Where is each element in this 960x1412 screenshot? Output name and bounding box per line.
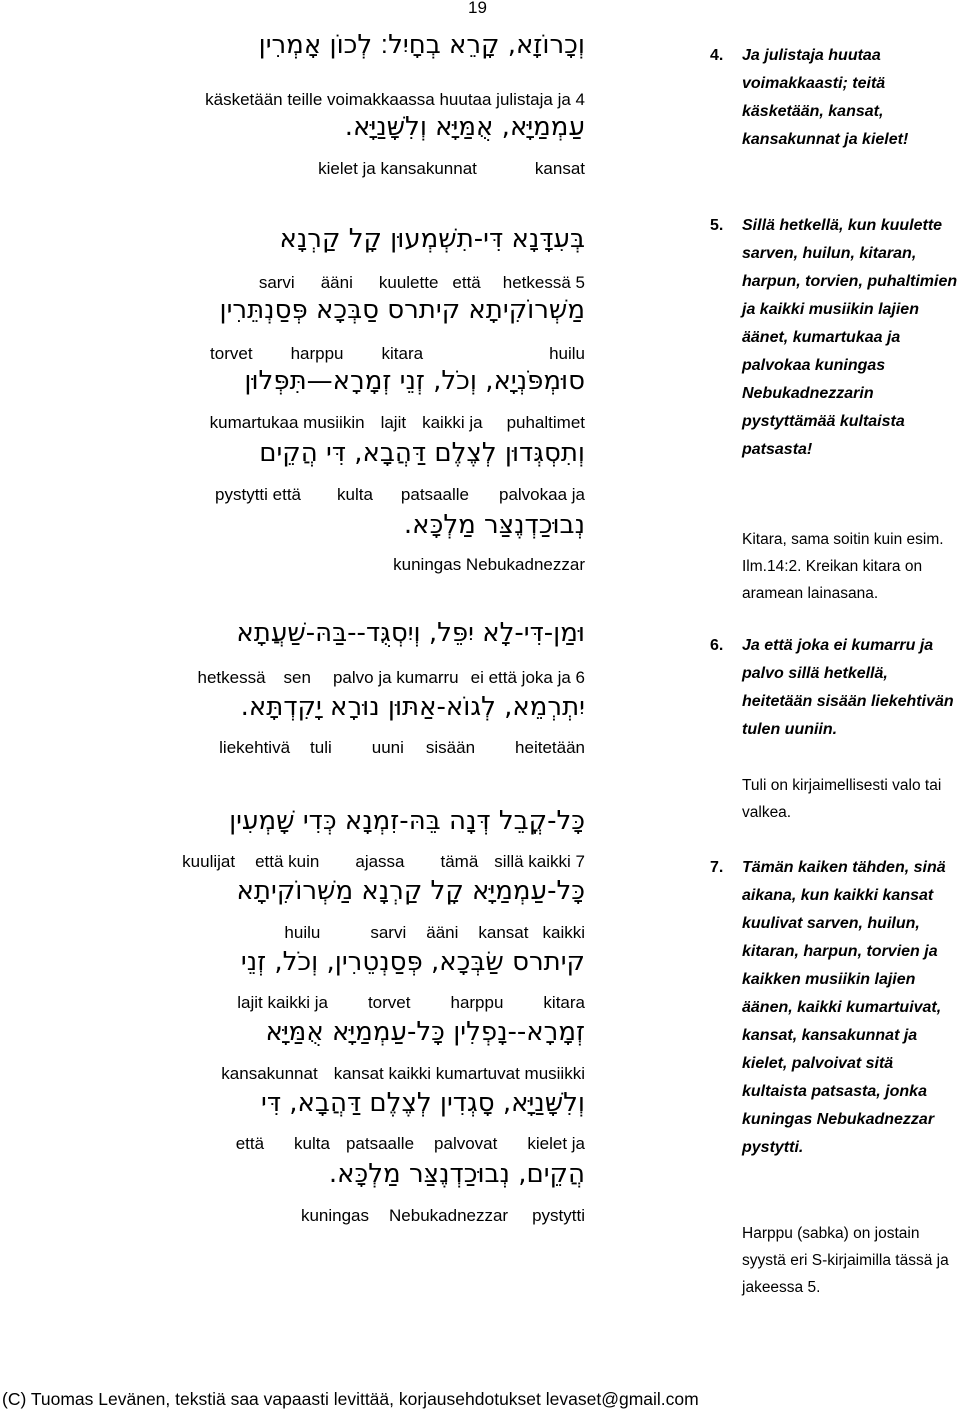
gloss-word: kaikki ja (422, 413, 483, 432)
gloss-word: puhaltimet (506, 413, 585, 432)
gloss-line (219, 738, 585, 758)
gloss-line (236, 1134, 585, 1154)
gloss-word: sisään (425, 738, 476, 757)
verse-text: Ja julistaja huutaa voimakkaasti; teitä käsketään, kansat, kansakunnat ja kielet! (742, 47, 909, 148)
verse-4 (710, 42, 958, 154)
note-tuli: Tuli on kirjaimellisesti valo tai valkea. (742, 777, 942, 821)
gloss-line (301, 1206, 585, 1226)
gloss-word: lajit kaikki ja (237, 993, 328, 1012)
gloss-word: huilu (284, 923, 321, 942)
gloss-line (210, 344, 585, 364)
copyright-footer: (C) Tuomas Levänen, tekstiä saa vapaasti levittää, korjausehdotukset levaset@gmail.com (2, 1389, 699, 1409)
gloss-word: pystytti että (215, 485, 301, 504)
gloss-word: kansakunnat (221, 1064, 318, 1083)
gloss-word: palvo ja kumarru (332, 668, 459, 687)
aramaic-line: בְּעִדָּנָא דִּי-תִשְׁמְעוּן קָל קַרְנָא (279, 224, 585, 254)
gloss-line (198, 668, 586, 688)
aramaic-line: הֲקֵים, נְבוּכַדְנֶצַּר מַלְכָּא. (328, 1159, 585, 1189)
gloss-line (215, 485, 585, 505)
gloss-word: kansat (478, 923, 529, 942)
gloss-word: palvokaa ja (498, 485, 585, 504)
gloss-line (237, 993, 585, 1013)
gloss-word: kansat kaikki kumartuvat musiikki (333, 1064, 585, 1083)
gloss-word: ääni (426, 923, 459, 942)
gloss-word: lajit (380, 413, 407, 432)
gloss-word: kuningas Nebukadnezzar (393, 555, 585, 574)
gloss-word: uuni (371, 738, 404, 757)
aramaic-line: עַמְמַיָּא, אֻמַּיָּא וְלִשָּׁנַיָּא. (344, 112, 585, 142)
gloss-word: ääni (320, 273, 353, 292)
gloss-word: että kuin (255, 852, 320, 871)
gloss-word: torvet (210, 344, 253, 363)
verse-text: Ja että joka ei kumarru ja palvo sillä hetkellä, heitetään sisään liekehtivän tulen uuniin. (742, 637, 954, 738)
aramaic-line: קיתרס שַׂבְּכָא, פְּסַנְטֵרִין, וְכֹל, זְנֵי (240, 947, 585, 977)
gloss-word: tämä (440, 852, 479, 871)
aramaic-line: יִתְרְמֵא, לְגוֹא-אַתּוּן נוּרָא יָקִדְתָּא. (240, 692, 585, 722)
gloss-word: heitetään (515, 738, 585, 757)
page-number: 19 (468, 0, 487, 17)
verse-5 (710, 212, 958, 464)
gloss-word: harppu (290, 344, 344, 363)
aramaic-line: כָּל-עַמְמַיָּא קָל קַרְנָא מַשְׁרוֹקִיתָא (236, 876, 585, 906)
gloss-word: sarvi (370, 923, 407, 942)
verse-text: Sillä hetkellä, kun kuulette sarven, huilun, kitaran, harpun, torvien, puhaltimien ja kaikki musiikin lajien äänet, kumartukaa ja palvokaa kuningas Nebukadnezzarin pystyttämää kultaista patsasta! (742, 217, 958, 458)
verse-number: 5. (710, 217, 724, 234)
note-harppu: Harppu (sabka) on jostain syystä eri S-kirjaimilla tässä ja jakeessa 5. (742, 1225, 949, 1296)
verse-text: Tämän kaiken tähden, sinä aikana, kun kaikki kansat kuulivat sarven, huilun, kitaran, harpun, torvien ja kaikken musiikin lajien äänen, kaikki kumartuivat, kansat, kansakunnat ja kielet, palvoivat sitä kultaista patsasta, jonka kuningas Nebukadnezzar pystytti. (742, 859, 946, 1156)
gloss-line (182, 852, 585, 872)
gloss-word: torvet (367, 993, 411, 1012)
gloss-word: patsaalle (345, 1134, 415, 1153)
gloss-line (393, 555, 585, 575)
gloss-word: sarvi (258, 273, 295, 292)
gloss-word: huilu (549, 344, 585, 363)
verse-7 (710, 854, 958, 1162)
gloss-line (259, 273, 585, 293)
gloss-word: sillä kaikki 7 (494, 852, 585, 871)
gloss-word: kuulijat (182, 852, 236, 871)
verse-6 (710, 632, 958, 744)
aramaic-line: מַשְׁרוֹקִיתָא קיתרס סַבְּכָא פְּסַנְתֵּרִין (219, 295, 585, 325)
aramaic-line: וְלִשָּׁנַיָּא, סָגְדִין לְצֶלֶם דַּהֲבָא, דִּי (261, 1088, 585, 1118)
gloss-word: sen (283, 668, 311, 687)
gloss-word: kaikki (542, 923, 585, 942)
gloss-line (221, 1064, 585, 1084)
gloss-word: tuli (310, 738, 332, 757)
gloss-word: pystytti (532, 1206, 585, 1225)
gloss-word: että (235, 1134, 265, 1153)
gloss-word: kulta (294, 1134, 330, 1153)
verse-number: 4. (710, 47, 724, 64)
aramaic-line: וּמַן-דִּי-לָא יִפֵּל, וְיִסְגֻּד--בַּהּ-שַׁעֲתָא (236, 618, 585, 648)
aramaic-line: כָּל-קֳבֵל דְּנָה בֵּהּ-זִמְנָא כְּדִי שָׁמְעִין (229, 806, 585, 836)
gloss-word: kuulette (378, 273, 439, 292)
gloss-word: kansat (534, 159, 585, 178)
gloss-word: harppu (450, 993, 504, 1012)
note-kitara: Kitara, sama soitin kuin esim. Ilm.14:2. Kreikan kitara on aramean lainasana. (742, 531, 944, 602)
gloss-line (284, 923, 585, 943)
gloss-word: palvovat (434, 1134, 498, 1153)
aramaic-line: זְמָרָא--נָפְלִין כָּל-עַמְמַיָּא אֻמַּיָּא (265, 1017, 585, 1047)
gloss-word: liekehtivä (219, 738, 291, 757)
aramaic-line: סוּמְפֹּנְיָא, וְכֹל, זְנֵי זְמָרָא—תִּפְּלוּן (244, 366, 585, 396)
gloss-word: kitara (381, 344, 424, 363)
gloss-word: ei että joka ja 6 (470, 668, 585, 687)
gloss-word: Nebukadnezzar (389, 1206, 509, 1225)
gloss-word: hetkessä (197, 668, 266, 687)
aramaic-line: וְכָרוֹזָא, קָרֵא בְחָיִל׃ לְכוֹן אָמְרִין (258, 30, 585, 60)
gloss-word: kuningas (300, 1206, 370, 1225)
verse-number: 7. (710, 859, 724, 876)
gloss-line (318, 159, 585, 179)
gloss-word: patsaalle (400, 485, 469, 504)
gloss-word: kumartukaa musiikin (209, 413, 365, 432)
gloss-word: käsketään teille voimakkaassa huutaa julistaja ja 4 (205, 90, 585, 109)
gloss-word: kielet ja (527, 1134, 585, 1153)
gloss-word: hetkessä 5 (502, 273, 585, 292)
gloss-word: ajassa (355, 852, 405, 871)
gloss-line (210, 413, 585, 433)
gloss-word: kielet ja kansakunnat (318, 159, 477, 178)
aramaic-line: וְתִסְגְּדוּן לְצֶלֶם דַּהֲבָא, דִּי הֲקֵים (259, 438, 585, 468)
gloss-word: kitara (543, 993, 585, 1012)
verse-number: 6. (710, 637, 724, 654)
gloss-word: että (452, 273, 481, 292)
aramaic-line: נְבוּכַדְנֶצַּר מַלְכָּא. (403, 510, 585, 540)
gloss-line (205, 90, 585, 110)
gloss-word: kulta (337, 485, 373, 504)
